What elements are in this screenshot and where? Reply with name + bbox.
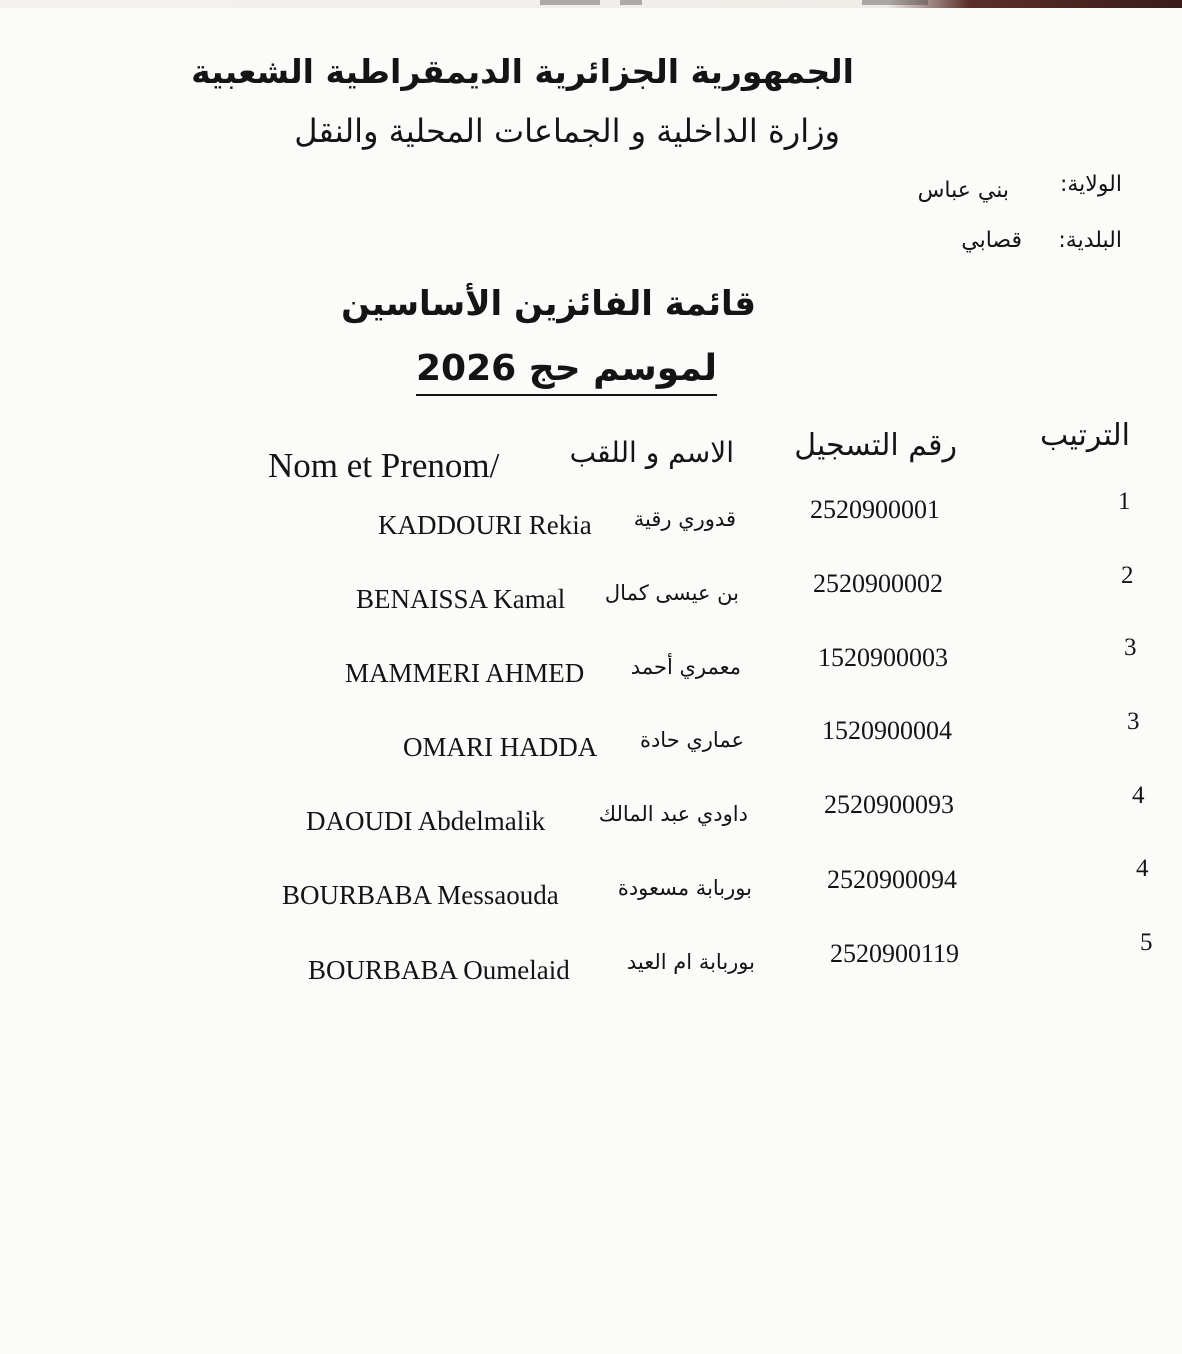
row-name-french: BENAISSA Kamal <box>356 584 566 614</box>
row-name-french: OMARI HADDA <box>403 732 598 762</box>
season-title: لموسم حج 2026 <box>416 346 717 396</box>
row-registration: 1520900003 <box>818 643 948 672</box>
row-registration: 2520900002 <box>813 569 943 598</box>
row-name-arabic: عماري حادة <box>639 728 744 752</box>
row-registration: 2520900093 <box>824 790 954 819</box>
row-registration: 2520900119 <box>830 939 960 968</box>
row-rank: 5 <box>1140 929 1153 956</box>
row-rank: 4 <box>1132 782 1145 809</box>
row-registration: 2520900001 <box>810 495 940 524</box>
column-header-name-arabic: الاسم و اللقب <box>569 436 734 469</box>
row-registration: 1520900004 <box>822 716 952 745</box>
republic-heading: الجمهورية الجزائرية الديمقراطية الشعبية <box>191 52 854 91</box>
torn-top-edge <box>0 0 1182 8</box>
row-name-french: DAOUDI Abdelmalik <box>306 806 546 836</box>
commune-label: البلدية: <box>1058 228 1122 253</box>
row-registration: 2520900094 <box>827 865 957 894</box>
row-name-arabic: بوربابة مسعودة <box>617 876 752 900</box>
row-name-french: KADDOURI Rekia <box>378 510 592 540</box>
row-rank: 1 <box>1118 488 1131 515</box>
wilaya-value: بني عباس <box>917 178 1009 203</box>
row-rank: 3 <box>1127 708 1140 735</box>
row-name-arabic: معمري أحمد <box>630 655 741 679</box>
column-header-registration: رقم التسجيل <box>794 428 957 463</box>
column-header-name-french: Nom et Prenom/ <box>268 446 500 485</box>
column-header-rank: الترتيب <box>1040 418 1130 453</box>
wilaya-label: الولاية: <box>1059 172 1122 197</box>
row-rank: 2 <box>1121 562 1134 589</box>
list-title: قائمة الفائزين الأساسين <box>341 284 756 324</box>
row-name-arabic: داودي عبد المالك <box>598 802 748 826</box>
row-name-french: MAMMERI AHMED <box>345 658 585 688</box>
row-rank: 3 <box>1124 634 1137 661</box>
ministry-heading: وزارة الداخلية و الجماعات المحلية والنقل <box>294 112 840 150</box>
row-name-arabic: بوربابة ام العيد <box>626 950 755 974</box>
row-name-french: BOURBABA Messaouda <box>282 880 559 910</box>
row-name-french: BOURBABA Oumelaid <box>308 955 570 985</box>
row-name-arabic: بن عيسى كمال <box>604 581 739 605</box>
row-name-arabic: قدوري رقية <box>633 507 736 531</box>
commune-value: قصابي <box>961 228 1022 253</box>
row-rank: 4 <box>1136 855 1149 882</box>
